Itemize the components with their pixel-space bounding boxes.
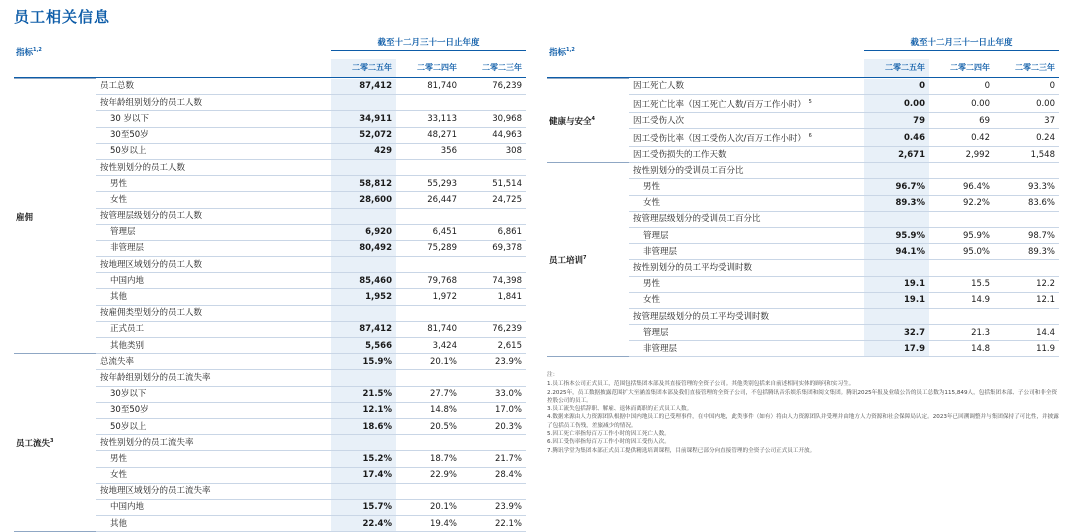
value-cell-2023 (994, 308, 1059, 324)
value-cell-2023: 21.7% (461, 451, 526, 467)
category-label: 雇佣 (14, 79, 96, 354)
value-cell-2024: 14.8 (929, 341, 994, 357)
row-label: 非管理层 (96, 240, 331, 256)
value-cell-2023: 24,725 (461, 192, 526, 208)
value-cell-2023: 76,239 (461, 79, 526, 95)
value-cell-2023: 1,841 (461, 289, 526, 305)
row-label: 员工总数 (96, 79, 331, 95)
value-cell-2023: 6,861 (461, 224, 526, 240)
value-cell-2024: 69 (929, 113, 994, 129)
value-cell-2024: 0.00 (929, 95, 994, 113)
value-cell-2024 (929, 260, 994, 276)
row-label: 因工受伤损失的工作天数 (629, 147, 864, 163)
value-cell-2025: 79 (864, 113, 929, 129)
value-cell-2024: 55,293 (396, 176, 461, 192)
footnote-item: 3.员工流失包括辞职、解雇、退休而离职的正式员工人数。 (547, 406, 693, 413)
value-cell-2023 (994, 260, 1059, 276)
year-headers (331, 59, 526, 77)
value-cell-2024: 15.5 (929, 276, 994, 292)
period-label: 截至十二月三十一日止年度 (331, 36, 526, 51)
row-label: 中国内地 (96, 273, 331, 289)
value-cell-2024 (396, 159, 461, 175)
year-header-2023: 二零二三年 (1015, 63, 1055, 72)
value-cell-2024: 96.4% (929, 179, 994, 195)
value-cell-2024 (396, 305, 461, 321)
value-cell-2025: 21.5% (331, 386, 396, 402)
row-label: 男性 (629, 276, 864, 292)
table-row (547, 79, 1059, 95)
row-label: 男性 (96, 451, 331, 467)
value-cell-2024 (396, 370, 461, 386)
row-label: 女性 (629, 195, 864, 211)
footnote-item: 2.2025年，员工数据披露范围扩大至涵盖集团本部及我们直接管理的全资子公司，不包括腾讯音乐娱乐集团和阅文集团。腾讯2025年报及业绩公告的员工总数为115,849人，包括集团本部、子公司和非全资控股公司的员工。 (547, 389, 1058, 404)
value-cell-2024: 356 (396, 143, 461, 159)
value-cell-2024: 21.3 (929, 325, 994, 341)
row-label: 30岁以下 (96, 386, 331, 402)
table-row (14, 354, 526, 370)
value-cell-2025: 15.7% (331, 499, 396, 515)
value-cell-2024: 14.8% (396, 402, 461, 418)
value-cell-2023: 0 (994, 79, 1059, 95)
value-cell-2024 (929, 211, 994, 227)
value-cell-2023: 76,239 (461, 321, 526, 337)
footnotes-list (547, 380, 1059, 455)
value-cell-2024: 26,447 (396, 192, 461, 208)
value-cell-2025: 58,812 (331, 176, 396, 192)
value-cell-2024: 79,768 (396, 273, 461, 289)
row-label: 按管理层级划分的员工平均受训时数 (629, 308, 864, 324)
value-cell-2025: 2,671 (864, 147, 929, 163)
row-label: 非管理层 (629, 341, 864, 357)
value-cell-2025 (331, 483, 396, 499)
footnote-item: 5.因工死亡率指每百万工作小时的因工死亡人数。 (547, 431, 670, 438)
value-cell-2023: 23.9% (461, 499, 526, 515)
value-cell-2023: 89.3% (994, 244, 1059, 260)
value-cell-2023: 23.9% (461, 354, 526, 370)
value-cell-2024 (396, 435, 461, 451)
value-cell-2023: 2,615 (461, 338, 526, 354)
value-cell-2023 (461, 159, 526, 175)
value-cell-2023 (994, 211, 1059, 227)
year-headers (864, 59, 1059, 77)
value-cell-2024: 92.2% (929, 195, 994, 211)
footnote-item: 7.腾讯学堂为集团本部正式员工提供精选培训课程，目前课程已部分向直接管理的全资子公司正式员工开放。 (547, 447, 816, 454)
value-cell-2024: 3,424 (396, 338, 461, 354)
safety-training-table (547, 78, 1059, 357)
row-label: 男性 (629, 179, 864, 195)
value-cell-2023: 12.2 (994, 276, 1059, 292)
value-cell-2025: 6,920 (331, 224, 396, 240)
footnotes (547, 371, 1059, 455)
value-cell-2023: 17.0% (461, 402, 526, 418)
value-cell-2023: 0.24 (994, 129, 1059, 147)
row-label: 按地理区域划分的员工人数 (96, 257, 331, 273)
table-header (14, 36, 526, 78)
left-table-panel (14, 36, 526, 532)
value-cell-2024 (929, 308, 994, 324)
row-label: 男性 (96, 176, 331, 192)
row-label: 管理层 (96, 224, 331, 240)
value-cell-2025 (864, 260, 929, 276)
footnote-item: 4.数据来源由人力资源团队根据中国内地员工的已受理事件，在中国内地，此类事件（如有）将由人力资源团队并受理并由地方人力资源和社会保障局认定。2023年已回溯调整并与集团保持了可比性，并披露了包括员工伤残，差旅减少的情况。 (547, 414, 1059, 429)
footnotes-heading: 注： (547, 372, 559, 378)
value-cell-2024: 19.4% (396, 516, 461, 532)
value-cell-2023 (461, 370, 526, 386)
value-cell-2025: 87,412 (331, 321, 396, 337)
row-label: 30 岁以下 (96, 111, 331, 127)
value-cell-2023 (994, 163, 1059, 179)
value-cell-2025 (864, 163, 929, 179)
value-cell-2023 (461, 208, 526, 224)
value-cell-2024: 14.9 (929, 292, 994, 308)
category-label: 员工流失$^3$ (14, 354, 96, 532)
value-cell-2023: 74,398 (461, 273, 526, 289)
value-cell-2024: 81,740 (396, 79, 461, 95)
value-cell-2024: 20.5% (396, 418, 461, 434)
value-cell-2024: 0.42 (929, 129, 994, 147)
row-label: 因工死亡比率（因工死亡人数/百万工作小时） $^5$ (629, 95, 864, 113)
value-cell-2025: 96.7% (864, 179, 929, 195)
value-cell-2023 (461, 305, 526, 321)
value-cell-2024 (396, 257, 461, 273)
value-cell-2025: 32.7 (864, 325, 929, 341)
value-cell-2024: 18.7% (396, 451, 461, 467)
value-cell-2024: 95.9% (929, 227, 994, 243)
value-cell-2025: 52,072 (331, 127, 396, 143)
value-cell-2025: 1,952 (331, 289, 396, 305)
row-label: 其他 (96, 289, 331, 305)
row-label: 按性别划分的员工平均受训时数 (629, 260, 864, 276)
value-cell-2024: 48,271 (396, 127, 461, 143)
row-label: 按年龄组别划分的员工流失率 (96, 370, 331, 386)
value-cell-2025 (331, 257, 396, 273)
row-label: 其他类别 (96, 338, 331, 354)
value-cell-2025: 15.9% (331, 354, 396, 370)
row-label: 中国内地 (96, 499, 331, 515)
value-cell-2023: 44,963 (461, 127, 526, 143)
value-cell-2023: 37 (994, 113, 1059, 129)
row-label: 按性别划分的员工人数 (96, 159, 331, 175)
value-cell-2023: 33.0% (461, 386, 526, 402)
period-label: 截至十二月三十一日止年度 (864, 36, 1059, 51)
row-label: 管理层 (629, 227, 864, 243)
footnote-item: 1.员工指本公司正式员工，范围包括集团本部及其直接管理的全资子公司。其他类别包括来自前述相同实体的顾问和实习生。 (547, 381, 855, 388)
value-cell-2024 (396, 95, 461, 111)
value-cell-2023: 22.1% (461, 516, 526, 532)
row-label: 非管理层 (629, 244, 864, 260)
row-label: 正式员工 (96, 321, 331, 337)
value-cell-2025: 12.1% (331, 402, 396, 418)
value-cell-2024: 75,289 (396, 240, 461, 256)
value-cell-2024: 20.1% (396, 354, 461, 370)
value-cell-2025: 5,566 (331, 338, 396, 354)
value-cell-2023: 20.3% (461, 418, 526, 434)
metric-column-label: 指标$^{1,2}$ (549, 47, 575, 58)
value-cell-2025: 94.1% (864, 244, 929, 260)
page-title: 员工相关信息 (14, 8, 111, 26)
value-cell-2025: 85,460 (331, 273, 396, 289)
row-label: 因工死亡人数 (629, 79, 864, 95)
right-table-panel (547, 36, 1059, 357)
value-cell-2025 (331, 370, 396, 386)
row-label: 30至50岁 (96, 402, 331, 418)
value-cell-2025 (331, 305, 396, 321)
value-cell-2023: 308 (461, 143, 526, 159)
value-cell-2023: 30,968 (461, 111, 526, 127)
value-cell-2025 (864, 308, 929, 324)
value-cell-2025: 17.4% (331, 467, 396, 483)
row-label: 50岁以上 (96, 418, 331, 434)
row-label: 因工受伤人次 (629, 113, 864, 129)
row-label: 按管理层级划分的员工人数 (96, 208, 331, 224)
value-cell-2024: 6,451 (396, 224, 461, 240)
value-cell-2023 (461, 95, 526, 111)
value-cell-2025: 0.00 (864, 95, 929, 113)
value-cell-2023: 69,378 (461, 240, 526, 256)
value-cell-2024: 1,972 (396, 289, 461, 305)
row-label: 其他 (96, 516, 331, 532)
value-cell-2024: 27.7% (396, 386, 461, 402)
value-cell-2023: 14.4 (994, 325, 1059, 341)
value-cell-2025: 18.6% (331, 418, 396, 434)
year-header-2023: 二零二三年 (482, 63, 522, 72)
year-header-2025: 二零二五年 (864, 59, 929, 77)
employee-data-table (14, 78, 526, 532)
value-cell-2023: 11.9 (994, 341, 1059, 357)
value-cell-2023 (461, 435, 526, 451)
value-cell-2025 (331, 208, 396, 224)
row-label: 管理层 (629, 325, 864, 341)
footnote-item: 6.因工受伤率指每百万工作小时的因工受伤人次。 (547, 439, 670, 446)
value-cell-2025: 89.3% (864, 195, 929, 211)
value-cell-2023: 12.1 (994, 292, 1059, 308)
row-label: 按雇佣类型划分的员工人数 (96, 305, 331, 321)
value-cell-2023: 28.4% (461, 467, 526, 483)
year-header-2024: 二零二四年 (950, 63, 990, 72)
value-cell-2025: 19.1 (864, 292, 929, 308)
value-cell-2023 (461, 257, 526, 273)
row-label: 30至50岁 (96, 127, 331, 143)
row-label: 按性别划分的员工流失率 (96, 435, 331, 451)
table-row (14, 79, 526, 95)
value-cell-2023: 98.7% (994, 227, 1059, 243)
row-label: 按性别划分的受训员工百分比 (629, 163, 864, 179)
value-cell-2025: 429 (331, 143, 396, 159)
row-label: 女性 (96, 467, 331, 483)
value-cell-2025 (331, 435, 396, 451)
value-cell-2025: 80,492 (331, 240, 396, 256)
value-cell-2025 (331, 159, 396, 175)
row-label: 50岁以上 (96, 143, 331, 159)
year-header-2025: 二零二五年 (331, 59, 396, 77)
value-cell-2024: 0 (929, 79, 994, 95)
category-label: 员工培训$^7$ (547, 163, 629, 357)
category-label: 健康与安全$^4$ (547, 79, 629, 163)
value-cell-2025: 19.1 (864, 276, 929, 292)
row-label: 因工受伤比率（因工受伤人次/百万工作小时） $^6$ (629, 129, 864, 147)
value-cell-2025: 0 (864, 79, 929, 95)
value-cell-2025: 0.46 (864, 129, 929, 147)
value-cell-2025: 28,600 (331, 192, 396, 208)
table-header (547, 36, 1059, 78)
value-cell-2024 (396, 208, 461, 224)
value-cell-2025 (864, 211, 929, 227)
value-cell-2024: 2,992 (929, 147, 994, 163)
table-row (547, 163, 1059, 179)
value-cell-2025: 95.9% (864, 227, 929, 243)
value-cell-2025: 17.9 (864, 341, 929, 357)
value-cell-2025: 87,412 (331, 79, 396, 95)
value-cell-2024: 81,740 (396, 321, 461, 337)
row-label: 按年龄组别划分的员工人数 (96, 95, 331, 111)
value-cell-2023: 51,514 (461, 176, 526, 192)
value-cell-2024: 22.9% (396, 467, 461, 483)
value-cell-2024: 33,113 (396, 111, 461, 127)
row-label: 女性 (629, 292, 864, 308)
row-label: 按地理区域划分的员工流失率 (96, 483, 331, 499)
value-cell-2024 (396, 483, 461, 499)
row-label: 总流失率 (96, 354, 331, 370)
value-cell-2023: 0.00 (994, 95, 1059, 113)
year-header-2024: 二零二四年 (417, 63, 457, 72)
value-cell-2025: 22.4% (331, 516, 396, 532)
value-cell-2023 (461, 483, 526, 499)
value-cell-2025: 15.2% (331, 451, 396, 467)
value-cell-2023: 1,548 (994, 147, 1059, 163)
metric-column-label: 指标$^{1,2}$ (16, 47, 42, 58)
value-cell-2025: 34,911 (331, 111, 396, 127)
row-label: 按管理层级划分的受训员工百分比 (629, 211, 864, 227)
value-cell-2025 (331, 95, 396, 111)
value-cell-2023: 93.3% (994, 179, 1059, 195)
value-cell-2024 (929, 163, 994, 179)
value-cell-2023: 83.6% (994, 195, 1059, 211)
row-label: 女性 (96, 192, 331, 208)
value-cell-2024: 95.0% (929, 244, 994, 260)
value-cell-2024: 20.1% (396, 499, 461, 515)
